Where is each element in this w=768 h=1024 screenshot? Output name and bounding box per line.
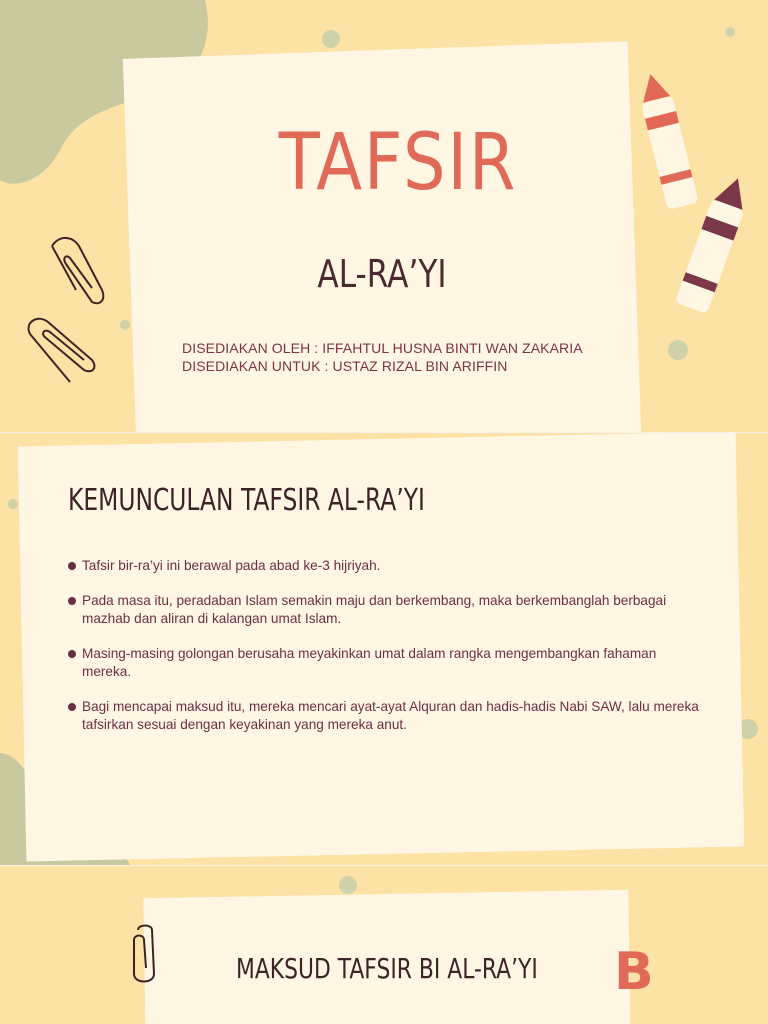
- dot-decoration: [322, 30, 340, 48]
- list-item: [66, 698, 706, 734]
- dot-decoration: [339, 876, 357, 894]
- dot-decoration: [668, 340, 688, 360]
- list-item: [66, 645, 706, 681]
- credit-prepared-for: DISEDIAKAN UNTUK : USTAZ RIZAL BIN ARIFFIN: [182, 358, 508, 374]
- paperclip-icon: [14, 308, 104, 393]
- badge-letter: B: [614, 942, 654, 1002]
- credit-prepared-by: DISEDIAKAN OLEH : IFFAHTUL HUSNA BINTI WAN ZAKARIA: [182, 340, 583, 356]
- dot-decoration: [8, 499, 18, 509]
- paperclip-icon: [30, 228, 110, 318]
- list-item-text: Masing-masing golongan berusaha meyakinkan umat dalam rangka mengembangkan fahaman mereka.: [82, 646, 657, 679]
- bullet-list: [66, 557, 706, 751]
- presentation-subtitle: AL-RA’YI: [317, 252, 447, 296]
- list-item: [66, 557, 706, 575]
- bullet-dot-icon: [68, 703, 76, 711]
- bullet-dot-icon: [68, 562, 76, 570]
- dot-decoration: [725, 27, 735, 37]
- slide-maksud: [0, 866, 768, 1024]
- list-item-text: Bagi mencapai maksud itu, mereka mencari ayat-ayat Alquran dan hadis-hadis Nabi SAW, lalu mereka tafsirkan sesuai dengan keyakinan yang mereka anut.: [82, 699, 699, 732]
- list-item: [66, 592, 706, 628]
- slide-kemunculan: [0, 433, 768, 865]
- crayon-icon: [668, 172, 758, 322]
- bullet-dot-icon: [68, 597, 76, 605]
- section-heading: KEMUNCULAN TAFSIR AL-RA’YI: [68, 483, 425, 518]
- dot-decoration: [120, 320, 130, 330]
- list-item-text: Tafsir bir-ra’yi ini berawal pada abad ke-3 hijriyah.: [82, 558, 381, 573]
- list-item-text: Pada masa itu, peradaban Islam semakin maju dan berkembang, maka berkembanglah berbagai mazhab dan aliran di kalangan umat Islam.: [82, 593, 667, 626]
- bullet-dot-icon: [68, 650, 76, 658]
- slide-title: [0, 0, 768, 432]
- paperclip-icon: [124, 922, 168, 992]
- presentation-title: TAFSIR: [278, 118, 518, 208]
- section-heading: MAKSUD TAFSIR BI AL-RA’YI: [236, 952, 538, 985]
